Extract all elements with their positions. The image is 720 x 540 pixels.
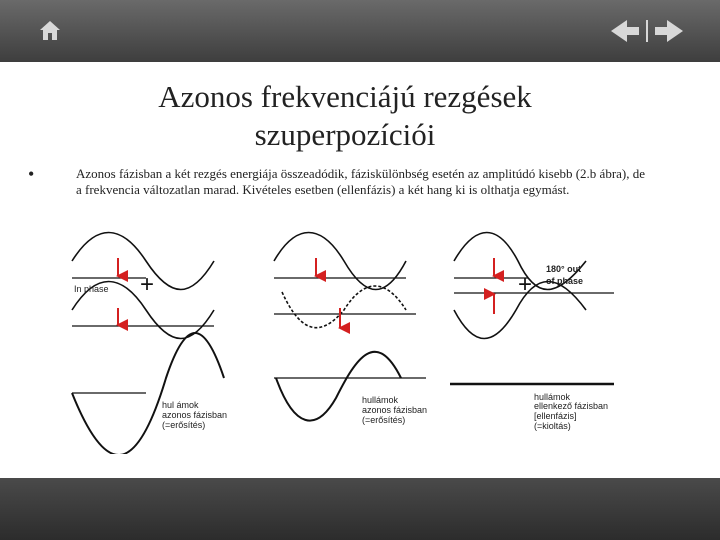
- caption-3-line-2: ellenkező fázisban: [534, 401, 609, 411]
- slide-navigation: [607, 18, 687, 44]
- slide-title: [100, 78, 590, 154]
- caption-3-line-3: [ellenfázis]: [534, 411, 577, 421]
- title-line-2: szuperpozíciói: [254, 117, 436, 152]
- caption-1-line-2: azonos fázisban: [162, 410, 228, 420]
- caption-3-line-1: hullámok: [534, 392, 571, 402]
- out-of-phase-label-line-2: of phase: [546, 276, 584, 286]
- nav-separator: [646, 20, 648, 42]
- prev-arrow-icon[interactable]: [611, 20, 639, 42]
- plus-sign-2: +: [518, 271, 533, 298]
- column-out-of-phase: [450, 233, 614, 432]
- bottom-bar: [0, 478, 720, 540]
- waves-diagram: [66, 228, 624, 454]
- caption-2-line-3: (=erősítés): [362, 415, 406, 425]
- caption-2-line-2: azonos fázisban: [362, 405, 428, 415]
- column-in-phase: [72, 233, 227, 455]
- caption-1-line-3: (=erősítés): [162, 420, 206, 430]
- title-line-1: Azonos frekvenciájú rezgések: [158, 79, 532, 114]
- caption-3-line-4: (=kioltás): [534, 421, 571, 431]
- top-toolbar: [0, 0, 720, 62]
- column-phase-shift: [274, 233, 427, 426]
- bullet-marker: •: [28, 164, 35, 184]
- wave-2a: [274, 233, 406, 290]
- next-arrow-icon[interactable]: [655, 20, 683, 42]
- superposition-figure: [66, 228, 624, 454]
- in-phase-label: In phase: [74, 284, 109, 294]
- plus-sign-1: +: [140, 271, 155, 298]
- body-paragraph: Azonos fázisban a két rezgés energiája összeadódik, fáziskülönbség esetén az amplitúdó kisebb (2.b ábra), de a frekvencia változatlan marad. Kivételes esetben (ellenfázis) a két hang ki is olthatja egymást.: [76, 166, 646, 197]
- caption-2-line-1: hullámok: [362, 395, 399, 405]
- home-icon[interactable]: [38, 18, 62, 42]
- caption-1-line-1: hul ámok: [162, 400, 199, 410]
- wave-2b: [282, 286, 406, 328]
- out-of-phase-label-line-1: 180° out: [546, 264, 582, 274]
